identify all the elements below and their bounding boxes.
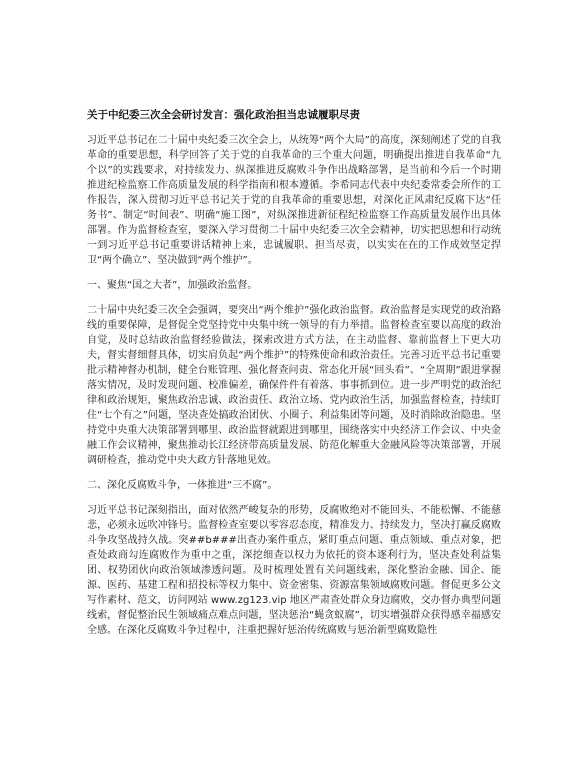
paragraph-section-1: 二十届中央纪委三次全会强调，要突出“两个维护”强化政治监督。政治监督是实现党的政治路线的重要保障，是督促全党坚持党中央集中统一领导的有力举措。监督检查室要以高度的政治自觉，及时总结政治监督经验做法，探索改进方式方法，在主动监督、靠前监督上下更大功夫，督实督细督具体，切实肩负起“两个维护”的特殊使命和政治责任。完善习近平总书记重要批示精神督办机制，健全台账管理、强化督查问责、常态化开展“回头看”、“全周期”跟进掌握落实情况，及时发现问题、校准偏差，确保件件有着落、事事抓到位。进一步严明党的政治纪律和政治规矩，聚焦政治忠诚、政治责任、政治立场、党内政治生活，加强监督检查，持续盯住“七个有之”问题，坚决查处搞政治团伙、小圈子、利益集团等问题，及时消除政治隐患。坚持党中央重大决策部署到哪里、政治监督就跟进到哪里，围绕落实中央经济工作会议、中央金融工作会议精神，聚焦推动长江经济带高质量发展、防范化解重大金融风险等决策部署，开展调研检查，推动党中央大政方针落地见效。 — [87, 305, 501, 466]
document-body — [87, 108, 501, 648]
paragraph-section-2: 习近平总书记深刻指出，面对依然严峻复杂的形势，反腐败绝对不能回头、不能松懈、不能慈悲，必须永远吹冲锋号。监督检查室要以零容忍态度，精准发力、持续发力，坚决打赢反腐败斗争攻坚战持久战。突##b###出查办案件重点，紧盯重点问题、重点领域、重点对象，把查处政商勾连腐败作为重中之重，深挖细查以权力为依托的资本逐利行为，坚决查处利益集团、权势团伙向政治领域渗透问题。及时梳理处置有关问题线索，深化整治金融、国企、能源、医药、基建工程和招投标等权力集中、资金密集、资源富集领域腐败问题。督促更多公文写作素材、范文，访问网站 www.zg123.vip 地区严肃查处群众身边腐败，交办督办典型问题线索，督促整治民生领域痛点难点问题，坚决惩治“蝇贪蚁腐”，切实增强群众获得感幸福感安全感。在深化反腐败斗争过程中，注重把握好惩治传统腐败与惩治新型腐败隐性 — [87, 505, 501, 636]
paragraph-intro: 习近平总书记在二十届中央纪委三次全会上，从统筹“两个大局”的高度，深刻阐述了党的自我革命的重要思想，科学回答了关于党的自我革命的三个重大问题，明确提出推进自我革命“九个以”的实践要求，对持续发力、纵深推进反腐败斗争作出战略部署，是当前和今后一个时期推进纪检监察工作高质量发展的科学指南和根本遵循。李希同志代表中央纪委常委会所作的工作报告，深入贯彻习近平总书记关于党的自我革命的重要思想，对深化正风肃纪反腐下达“任务书”、制定“时间表”、明确“施工图”，对纵深推进新征程纪检监察工作高质量发展作出具体部署。作为监督检查室，要深入学习贯彻二十届中央纪委三次全会精神，切实把思想和行动统一到习近平总书记重要讲话精神上来，忠诚履职、担当尽责，以实实在在的工作成效坚定捍卫“两个确立”、坚决做到“两个维护”。 — [87, 135, 501, 266]
document-title: 关于中纪委三次全会研讨发言：强化政治担当忠诚履职尽责 — [87, 109, 360, 121]
section-heading-1: 一、聚焦“国之大者”，加强政治监督。 — [87, 280, 258, 291]
section-heading-2: 二、深化反腐败斗争，一体推进“三不腐”。 — [87, 480, 278, 491]
